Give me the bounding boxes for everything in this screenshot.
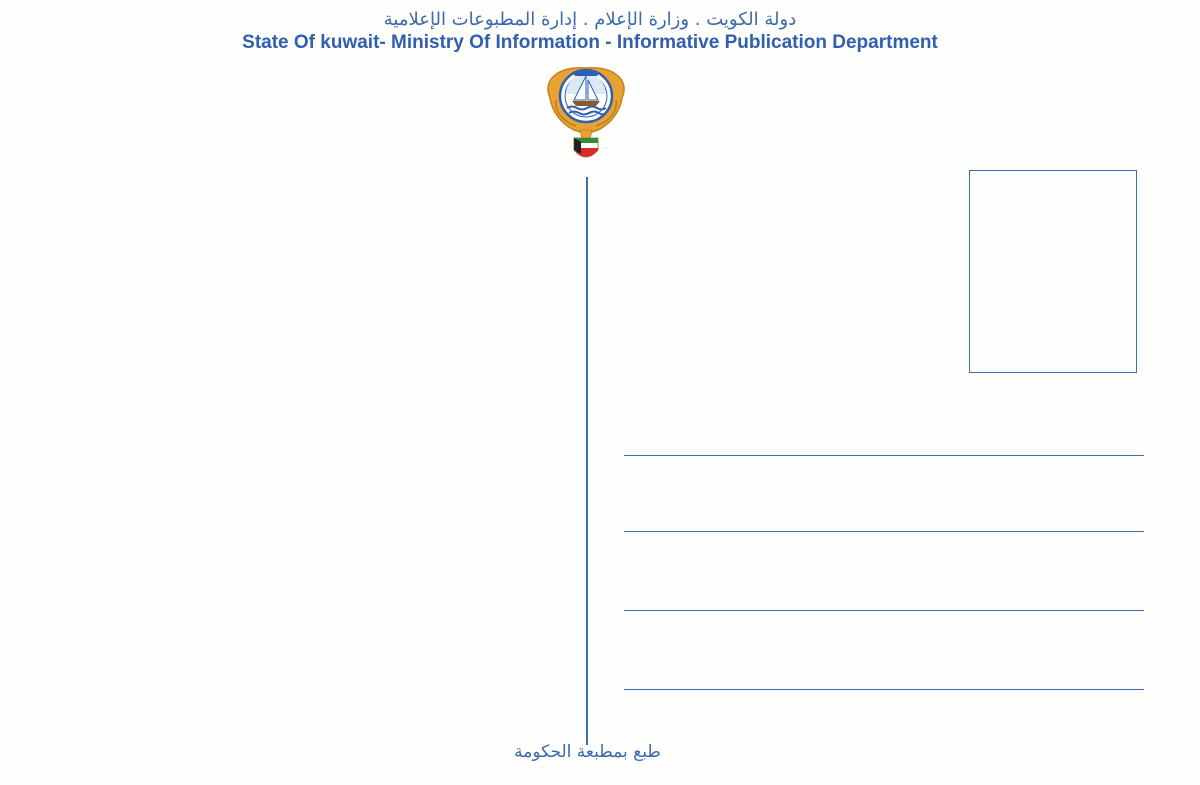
arabic-header: دولة الكويت . وزارة الإعلام . إدارة المطبوعات الإعلامية <box>383 9 797 30</box>
address-line <box>624 455 1144 456</box>
address-line <box>624 610 1144 611</box>
english-header: State Of kuwait- Ministry Of Information - Informative Publication Department <box>242 32 938 53</box>
kuwait-coat-of-arms-icon <box>540 60 632 166</box>
address-line <box>624 531 1144 532</box>
address-line <box>624 689 1144 690</box>
stamp-box <box>969 170 1137 373</box>
center-divider <box>586 177 588 745</box>
printer-imprint: طبع بمطبعة الحكومة <box>514 742 661 762</box>
